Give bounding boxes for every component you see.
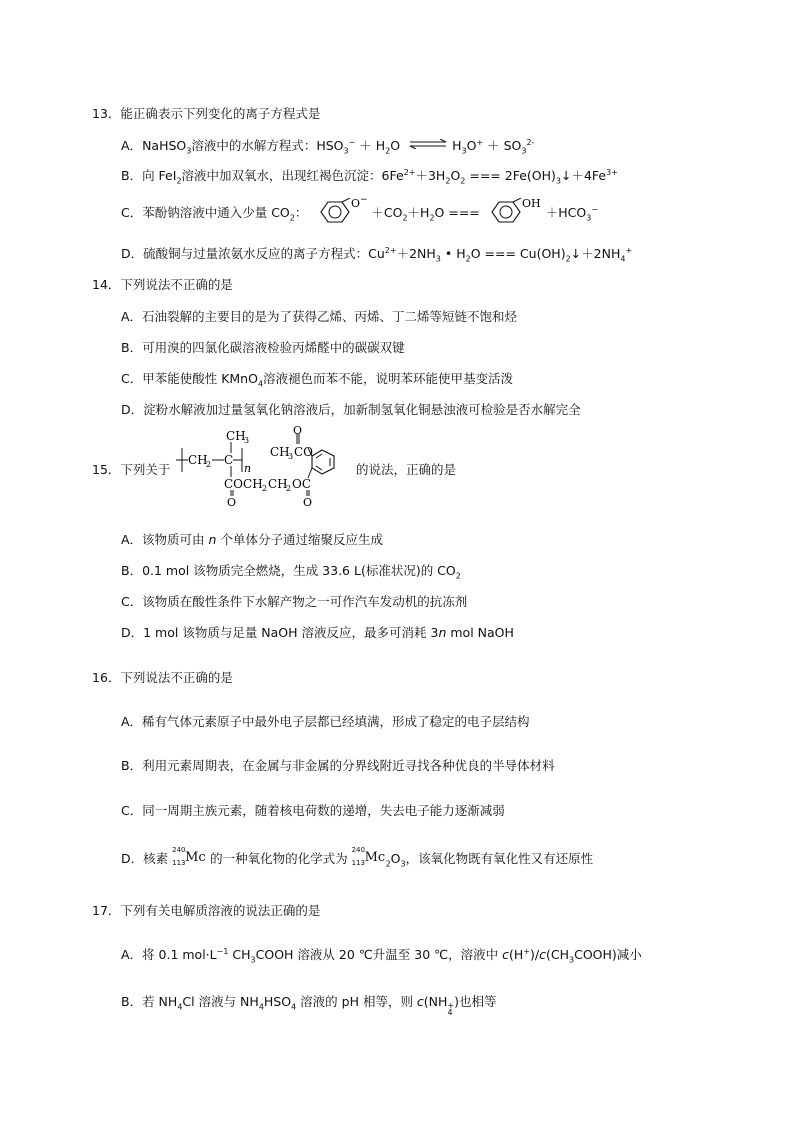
svg-text:O: O xyxy=(227,496,237,508)
svg-text:C: C xyxy=(224,453,234,467)
q16-option-d: D．核素 240 113 Mc 的一种氧化物的化学式为 240 113 Mc $_2O_3$，该氧化物既有氧化性又有还原性 xyxy=(121,846,594,869)
q14-option-d: D．淀粉水解液加过量氢氧化钠溶液后，加新制氢氧化铜悬浊液可检验是否水解完全 xyxy=(121,402,581,417)
phenoxide-structure xyxy=(311,198,371,226)
svg-text:3: 3 xyxy=(244,436,250,445)
svg-text:CH: CH xyxy=(188,453,208,467)
svg-text:O: O xyxy=(293,426,303,437)
svg-text:O: O xyxy=(351,198,361,210)
svg-text:2: 2 xyxy=(286,484,292,493)
svg-text:CH: CH xyxy=(226,429,246,443)
q14-stem: 14．下列说法不正确的是 xyxy=(92,277,233,292)
q14-option-c: C．甲苯能使酸性 KMnO$_4$溶液褪色而苯不能，说明苯环能使甲基变活泼 xyxy=(121,371,514,389)
svg-text:2: 2 xyxy=(206,460,212,469)
nuclide-symbol: 240 113 Mc xyxy=(172,846,206,867)
q13-option-d: D．硫酸铜与过量浓氨水反应的离子方程式：$Cu^{2+}+2NH_3$ • $H_2O$ === $Cu(OH)_2↓+2NH_4^+$ xyxy=(121,245,633,264)
q14-option-a: A．石油裂解的主要目的是为了获得乙烯、丙烯、丁二烯等短链不饱和烃 xyxy=(121,309,518,324)
q15-option-b: B．0.1 mol 该物质完全燃烧，生成 33.6 L(标准状况)的 $CO_2$ xyxy=(121,563,461,581)
svg-text:CO: CO xyxy=(294,445,314,459)
q16-option-a: A．稀有气体元素原子中最外电子层都已经填满，形成了稳定的电子层结构 xyxy=(121,714,530,729)
q17-option-b: B．若 $NH_4Cl$ 溶液与 $NH_4HSO_4$ 溶液的 pH 相等，则 c(NH + 4 )也相等 xyxy=(121,994,497,1017)
phenol-structure xyxy=(484,198,546,226)
q13-option-a: A．NaHSO$_3$溶液中的水解方程式：$HSO_3^- + H_2O$ $H_3O^+ + SO_3^{2-}$ xyxy=(121,137,535,156)
svg-text:O: O xyxy=(303,496,313,508)
q16-stem: 16．下列说法不正确的是 xyxy=(92,670,233,685)
svg-text:−: − xyxy=(360,198,368,205)
q17-option-a: A．将 0.1 $mol\cdot L^{-1}$ $CH_3COOH$ 溶液从 20 ℃升温至 30 ℃，溶液中 $c(H^+)/c(CH_3COOH)$减小 xyxy=(121,946,642,965)
svg-text:CH: CH xyxy=(270,445,290,459)
svg-text:OC: OC xyxy=(292,477,312,491)
q16-option-c: C．同一周期主族元素，随着核电荷数的递增，失去电子能力逐渐减弱 xyxy=(121,803,505,818)
equilibrium-arrow-icon xyxy=(408,139,448,149)
svg-text:3: 3 xyxy=(288,452,294,461)
q15-option-a: A．该物质可由 n 个单体分子通过缩聚反应生成 xyxy=(121,532,383,547)
q13-option-c: C．苯酚钠溶液中通入少量 $CO_2$： O − $+CO_2+H_2O$ === OH $+HCO_3^-$ xyxy=(121,198,598,226)
q13-option-b: B．向 FeI$_2$溶液中加双氧水，出现红褐色沉淀：$6Fe^{2+}+3H_2O_2$ === $2Fe(OH)_3↓+4Fe^{3+}$ xyxy=(121,167,618,186)
q15-stem-suffix: 的说法，正确的是 xyxy=(356,462,457,477)
q14-option-b: B．可用溴的四氯化碳溶液检验丙烯醛中的碳碳双键 xyxy=(121,340,405,355)
polymer-structure xyxy=(176,426,356,508)
svg-text:OH: OH xyxy=(521,198,541,210)
q15-stem-prefix: 15．下列关于 xyxy=(92,462,171,477)
q15-option-d: D．1 mol 该物质与足量 NaOH 溶液反应，最多可消耗 3n mol NaOH xyxy=(121,625,514,640)
q13-stem: 13．能正确表示下列变化的离子方程式是 xyxy=(92,106,321,121)
q17-stem: 17．下列有关电解质溶液的说法正确的是 xyxy=(92,903,321,918)
svg-text:n: n xyxy=(244,462,252,475)
q16-option-b: B．利用元素周期表，在金属与非金属的分界线附近寻找各种优良的半导体材料 xyxy=(121,758,555,773)
svg-text:CH: CH xyxy=(268,477,288,491)
svg-text:2: 2 xyxy=(262,484,268,493)
nuclide-symbol-oxide: 240 113 Mc xyxy=(351,846,386,867)
q15-option-c: C．该物质在酸性条件下水解产物之一可作汽车发动机的抗冻剂 xyxy=(121,594,468,609)
svg-text:COCH: COCH xyxy=(224,477,263,491)
